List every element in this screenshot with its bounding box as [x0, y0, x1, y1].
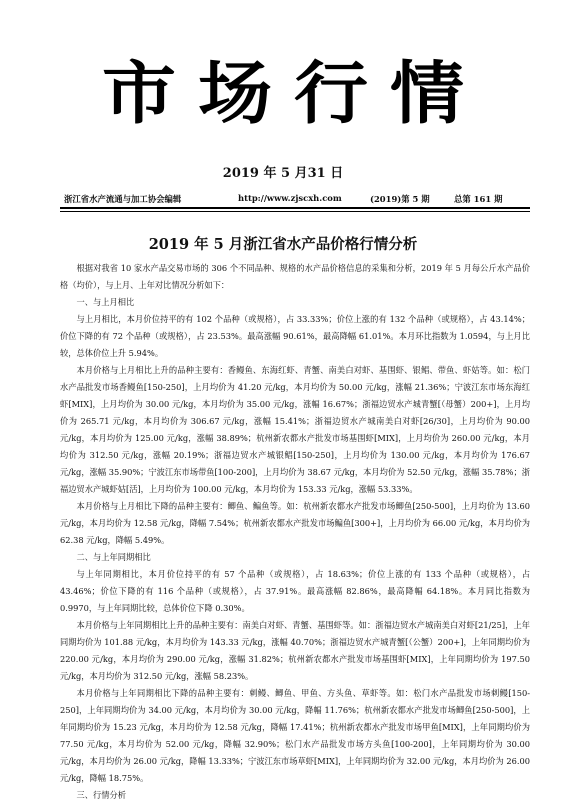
publication-info-bar [62, 190, 528, 206]
body-paragraph: 与上年同期相比，本月价位持平的有 57 个品种（或规格），占 18.63%；价位上涨的有 133 个品种（或规格），占 43.46%；价位下降的有 116 个品种（或规格），占 37.91%。最高涨幅 82.86%，最高降幅 64.18%。本月同比指数为 0.9970，与上年同期比较，总体价位下降 0.30%。 [60, 569, 530, 613]
issue-number: (2019)第 5 期 [370, 194, 430, 204]
body-paragraph: 与上月相比，本月价位持平的有 102 个品种（或规格），占 33.33%；价位上涨的有 132 个品种（或规格），占 43.14%；价位下降的有 72 个品种（或规格），占 23.53%。最高涨幅 90.61%，最高降幅 61.01%。本月环比指数为 1.0594，与上月比较，总体价位上升 5.94%。 [60, 314, 530, 358]
section-heading: 三、行情分析 [76, 790, 126, 800]
section-heading: 二、与上年同期相比 [76, 552, 151, 562]
article-title: 2019 年 5 月浙江省水产品价格行情分析 [148, 236, 418, 253]
total-issue-number: 总第 161 期 [454, 194, 503, 204]
header-rule-thick [60, 207, 530, 209]
body-paragraph: 本月价格与上月相比上升的品种主要有：香鳗鱼、东海红虾、青蟹、南美白对虾、基围虾、银鲳、带鱼、虾姑等。如：松门水产品批发市场香鳗鱼[150-250]，上月均价为 41.20 元/kg，本月均价为 50.00 元/kg，涨幅 21.36%；宁波江东市场东海红虾[MIX]，上月均价为 30.00 元/kg，本月均价为 35.00 元/kg，涨幅 16.67%；浙福边贸水产城青蟹[（母蟹）200+]，上月均价为 265.71 元/kg，本月均价为 306.67 元/kg，涨幅 15.41%；浙福边贸水产城南美白对虾[26/30]，上月均价为 90.00 元/kg，本月均价为 125.00 元/kg，涨幅 38.89%；杭州新农都水产批发市场基围虾[MIX]，上月均价为 260.00 元/kg，本月均价为 312.50 元/kg，涨幅 20.19%；浙福边贸水产城银鲳[150-250]，上月均价为 130.00 元/kg，本月均价为 176.67 元/kg，涨幅 35.90%；宁波江东市场带鱼[100-200]，上月均价为 38.67 元/kg，本月均价为 52.50 元/kg，涨幅 35.78%；浙福边贸水产城虾姑[活]，上月均价为 100.00 元/kg，本月均价为 153.33 元/kg，涨幅 53.33%。 [60, 365, 530, 494]
body-paragraph: 本月价格与上月相比下降的品种主要有：鲫鱼、鳊鱼等。如：杭州新农都水产批发市场鲫鱼[250-500]，上月均价为 13.60 元/kg，本月均价为 12.58 元/kg，降幅 7.54%；杭州新农都水产批发市场鳊鱼[300+]，上月均价为 66.00 元/kg，本月均价为 62.38 元/kg，降幅 5.49%。 [60, 501, 530, 545]
article-body [60, 260, 530, 804]
masthead-title: 市场行情 [102, 54, 486, 134]
website-url: http://www.zjscxh.com [238, 193, 342, 203]
body-paragraph: 本月价格与上年同期相比下降的品种主要有：刺鳗、鲫鱼、甲鱼、方头鱼、草虾等。如：松门水产品批发市场刺鳗[150-250]，上年同期均价为 34.00 元/kg，本月均价为 30.00 元/kg，降幅 11.76%；杭州新农都水产批发市场鲫鱼[250-500]，上年同期均价为 15.23 元/kg，本月均价为 12.58 元/kg，降幅 17.41%；杭州新农都水产批发市场甲鱼[MIX]，上年同期均价为 77.50 元/kg，本月均价为 52.00 元/kg，降幅 32.90%；松门水产品批发市场方头鱼[100-200]，上年同期均价为 30.00 元/kg，本月均价为 26.00 元/kg，降幅 13.33%；宁波江东市场草虾[MIX]，上年同期均价为 32.00 元/kg，本月均价为 26.00 元/kg，降幅 18.75%。 [60, 688, 530, 783]
publisher-name: 浙江省水产流通与加工协会编辑 [64, 194, 182, 204]
body-paragraph: 本月价格与上年同期相比上升的品种主要有：南美白对虾、青蟹、基围虾等。如：浙福边贸水产城南美白对虾[21/25]，上年同期均价为 101.88 元/kg，本月均价为 143.33 元/kg，涨幅 40.70%；浙福边贸水产城青蟹[（公蟹）200+]，上年同期均价为 220.00 元/kg，本月均价为 290.00 元/kg，涨幅 31.82%；杭州新农都水产批发市场基围虾[MIX]，上年同期均价为 197.50 元/kg，本月均价为 312.50 元/kg，涨幅 58.23%。 [60, 620, 530, 681]
intro-paragraph: 根据对我省 10 家水产品交易市场的 306 个不同品种、规格的水产品价格信息的采集和分析，2019 年 5 月每公斤水产品价格（均价），与上月、上年对比情况分析如下： [60, 263, 530, 290]
header-rule-thin [60, 211, 530, 212]
issue-date: 2019 年 5 月31 日 [222, 166, 344, 181]
section-heading: 一、与上月相比 [76, 297, 135, 307]
